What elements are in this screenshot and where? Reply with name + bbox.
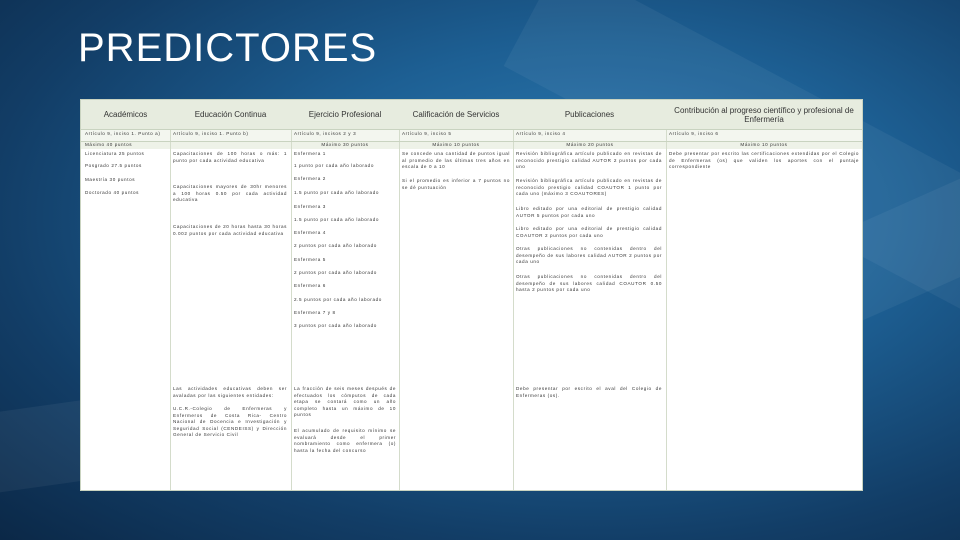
publicaciones-item-5: Otras publicaciones no contenidas dentro del desempeño de sus labores calidad AUTOR 2 puntos por cada uno [516, 246, 662, 265]
academicos-licenciatura: Licenciatura 25 puntos [85, 151, 145, 156]
ejercicio-grade-5: Enfermera 5 [294, 257, 326, 262]
ejercicio-grade-2: Enfermera 2 [294, 176, 326, 181]
ejercicio-grade-7-8: Enfermera 7 y 8 [294, 310, 336, 315]
academicos-posgrado: Posgrado 27.5 puntos [85, 163, 142, 168]
ejercicio-max: Máximo 30 puntos [321, 142, 369, 147]
ejercicio-points-4: 2 puntos por cada año laborado [294, 243, 377, 248]
article-contribucion: Artículo 9, inciso 6 [669, 131, 719, 136]
ejercicio-grade-3: Enfermera 3 [294, 204, 326, 209]
publicaciones-item-6: Otras publicaciones no contenidas dentro del desempeño de sus labores calidad COAUTOR 0.50 hasta 2 puntos por cada uno [516, 274, 662, 293]
article-educacion: Artículo 9, inciso 1. Punto b) [173, 131, 249, 136]
publicaciones-item-3: Libro editado por una editorial de prestigio calidad AUTOR 5 puntos por cada uno [516, 206, 662, 218]
ejercicio-note-minimum: El acumulado de requisito mínimo se evaluará desde el primer nombramiento como enfermera (o) hasta la fecha del concurso [294, 428, 396, 453]
academicos-maestria: Maestría 30 puntos [85, 177, 136, 182]
publicaciones-item-7: Debe presentar por escrito el aval del Colegio de Enfermeras (os). [516, 386, 662, 398]
ejercicio-note-fraction: La fracción de seis meses después de efectuados los cómputos de cada etapa se contará como un año completo hasta un máximo de 10 puntos [294, 386, 396, 418]
educacion-block-30-100h: Capacitaciones mayores de 30hr menores a 100 horas 0.50 por cada actividad educativa [173, 184, 287, 203]
publicaciones-max: Máximo 20 puntos [566, 142, 614, 147]
ejercicio-points-2: 1.5 punto por cada año laborado [294, 190, 380, 195]
contribucion-max: Máximo 10 puntos [740, 142, 788, 147]
ejercicio-points-3: 1.5 punto por cada año laborado [294, 217, 380, 222]
calificacion-text-average: Se concede una cantidad de puntos igual al promedio de las últimas tres años en escala de 0 a 10 [402, 151, 510, 170]
article-ejercicio: Artículo 9, incisos 2 y 3 [294, 131, 357, 136]
ejercicio-grade-6: Enfermera 6 [294, 283, 326, 288]
academicos-doctorado: Doctorado 40 puntos [85, 190, 140, 195]
article-calificacion: Artículo 9, inciso 5 [402, 131, 452, 136]
calificacion-max: Máximo 10 puntos [432, 142, 480, 147]
academicos-max: Máximo 40 puntos [85, 142, 133, 147]
article-publicaciones: Artículo 9, inciso 4 [516, 131, 566, 136]
educacion-block-100h: Capacitaciones de 100 horas o más: 1 punto por cada actividad educativa [173, 151, 287, 163]
header-educacion-continua: Educación Continua [170, 100, 291, 129]
ejercicio-points-5: 2 puntos por cada año laborado [294, 270, 377, 275]
header-contribucion: Contribución al progreso científico y profesional de Enfermería [666, 100, 862, 129]
educacion-entities: U.C.R.-Colegio de Enfermeras y Enfermeros de Costa Rica- Centro Nacional de Docencia e Investigación y Seguridad Social (CENDEISS) y Dirección General de Servicio Civil [173, 406, 287, 438]
publicaciones-item-2: Revisión bibliográfica artículo publicado en revistas de reconocido prestigio calidad COAUTOR 1 punto por cada uno (máximo 3 COAUTORES) [516, 178, 662, 197]
header-calificacion-servicios: Calificación de Servicios [399, 100, 513, 129]
ejercicio-grade-4: Enfermera 4 [294, 230, 326, 235]
ejercicio-points-1: 1 punto por cada año laborado [294, 163, 374, 168]
column-divider [81, 100, 171, 490]
predictors-table [80, 99, 863, 491]
contribucion-text: Debe presentar por escrito las certificaciones extendidas por el Colegio de Enfermeras (os) que validen los aportes con el puntaje correspondiente [669, 151, 859, 170]
publicaciones-item-4: Libro editado por una editorial de prestigio calidad COAUTOR 2 puntos por cada uno [516, 226, 662, 238]
ejercicio-points-7-8: 3 puntos por cada año laborado [294, 323, 377, 328]
header-ejercicio-profesional: Ejercicio Profesional [291, 100, 399, 129]
page-title: PREDICTORES [78, 26, 378, 70]
header-academicos: Académicos [81, 100, 170, 129]
calificacion-text-minimum: Si el promedio es inferior a 7 puntos no se dé puntuación [402, 178, 510, 190]
educacion-note: Las actividades educativas deben ser avaladas por las siguientes entidades: [173, 386, 287, 398]
header-publicaciones: Publicaciones [513, 100, 666, 129]
educacion-block-20-30h: Capacitaciones de 20 horas hasta 30 horas 0.002 puntos por cada actividad educativa [173, 224, 287, 236]
publicaciones-item-1: Revisión bibliográfica artículo publicado en revistas de reconocido prestigio calidad AUTOR 2 puntos por cada uno [516, 151, 662, 170]
row-divider [81, 129, 862, 130]
ejercicio-points-6: 2.5 puntos por cada año laborado [294, 297, 382, 302]
ejercicio-grade-1: Enfermera 1 [294, 151, 326, 156]
article-academicos: Artículo 9, inciso 1. Punto a) [85, 131, 161, 136]
